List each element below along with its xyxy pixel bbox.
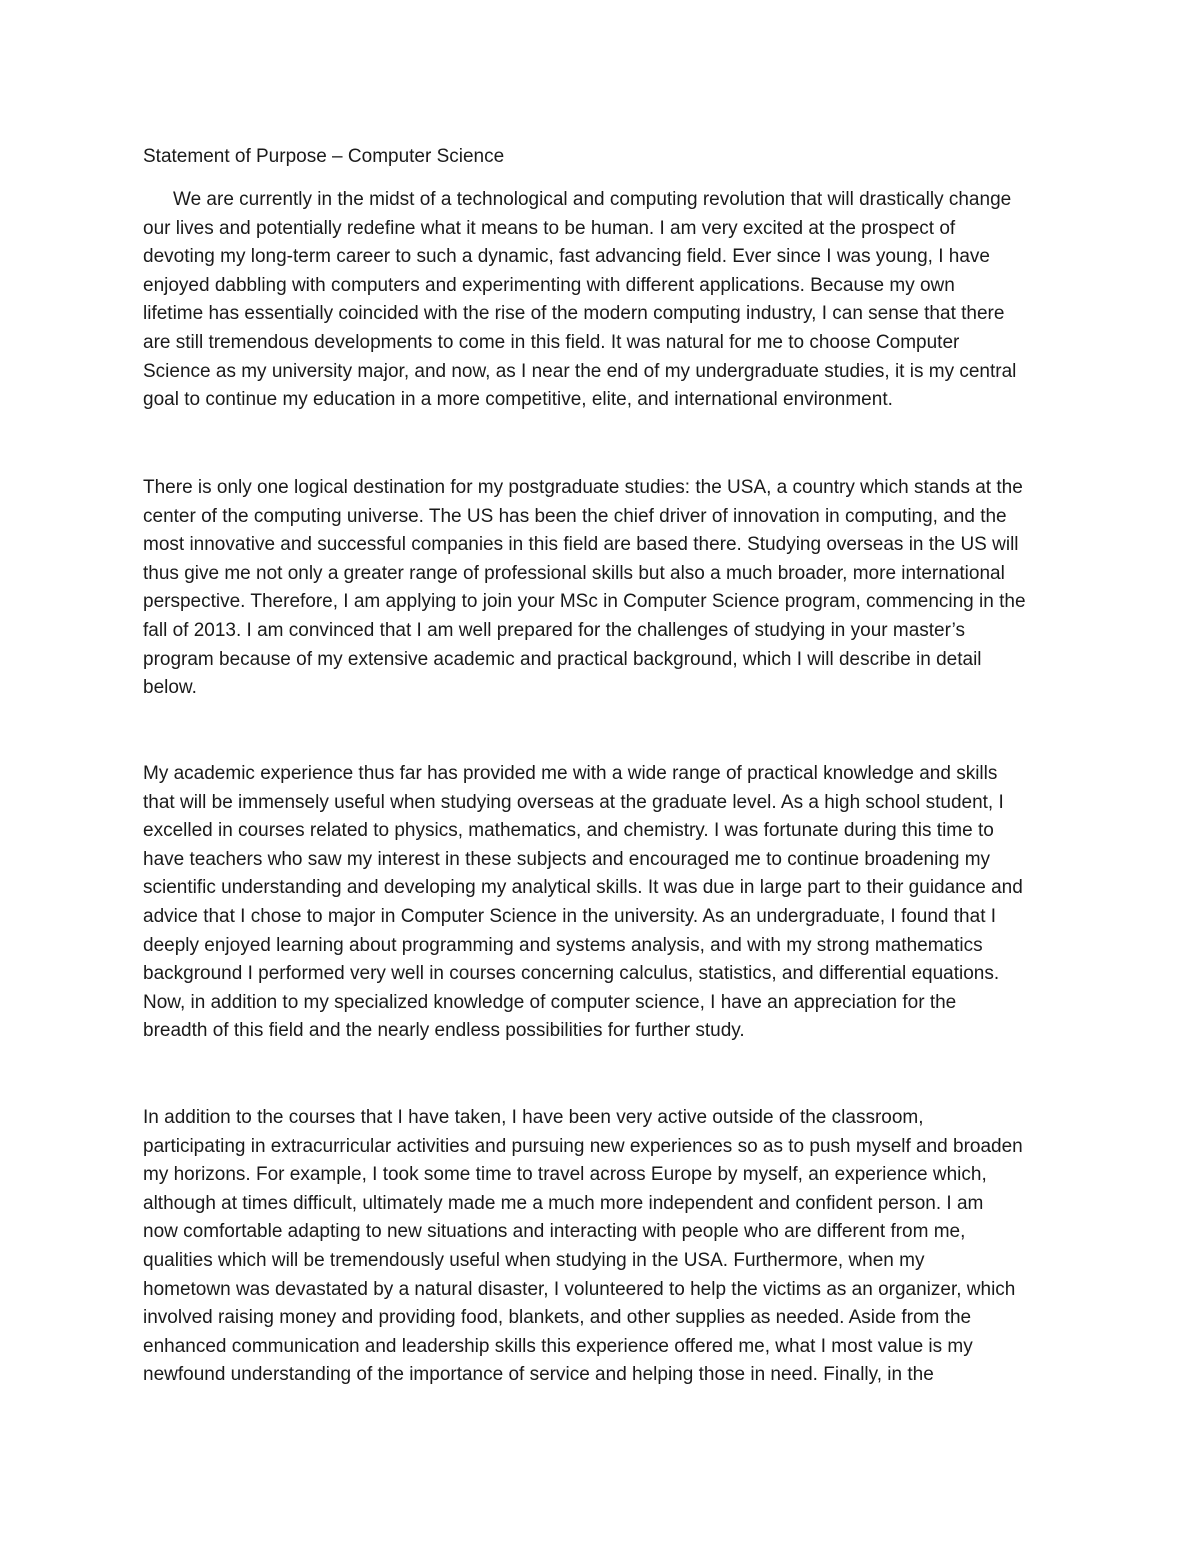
- paragraph-line: breadth of this field and the nearly endless possibilities for further study.: [143, 1020, 745, 1042]
- paragraph-line: There is only one logical destination for my postgraduate studies: the USA, a country which stands at the: [143, 477, 1023, 498]
- paragraph-line: that will be immensely useful when studying overseas at the graduate level. As a high school student, I: [143, 791, 1004, 813]
- paragraph-line: My academic experience thus far has provided me with a wide range of practical knowledge and skills: [143, 763, 998, 784]
- paragraph-line: program because of my extensive academic and practical background, which I will describe in detail: [143, 648, 982, 670]
- paragraph-line: thus give me not only a greater range of professional skills but also a much broader, more international: [143, 562, 1005, 584]
- paragraph-line: my horizons. For example, I took some time to travel across Europe by myself, an experience which,: [143, 1164, 987, 1186]
- paragraph-line: below.: [143, 677, 197, 699]
- paragraph-line: have teachers who saw my interest in these subjects and encouraged me to continue broadening my: [143, 848, 991, 870]
- paragraph-line: devoting my long-term career to such a dynamic, fast advancing field. Ever since I was young, I have: [143, 246, 990, 268]
- paragraph-line: perspective. Therefore, I am applying to join your MSc in Computer Science program, commencing in the: [143, 591, 1026, 613]
- paragraph-line: excelled in courses related to physics, mathematics, and chemistry. I was fortunate during this time to: [143, 820, 994, 842]
- paragraph-1: [143, 186, 1063, 415]
- document-title: Statement of Purpose – Computer Science: [143, 146, 505, 167]
- paragraph-line: We are currently in the midst of a technological and computing revolution that will drastically change: [173, 189, 1012, 210]
- paragraph-line: center of the computing universe. The US has been the chief driver of innovation in computing, and the: [143, 505, 1007, 527]
- paragraph-line: qualities which will be tremendously useful when studying in the USA. Furthermore, when my: [143, 1249, 925, 1271]
- paragraph-line: background I performed very well in courses concerning calculus, statistics, and differential equations.: [143, 963, 1000, 985]
- paragraph-2: [143, 474, 1063, 703]
- paragraph-line: deeply enjoyed learning about programming and systems analysis, and with my strong mathematics: [143, 934, 983, 956]
- paragraph-line: although at times difficult, ultimately made me a much more independent and confident person. I am: [143, 1192, 984, 1214]
- paragraph-line: are still tremendous developments to come in this field. It was natural for me to choose Computer: [143, 331, 960, 353]
- paragraph-line: newfound understanding of the importance of service and helping those in need. Finally, in the: [143, 1364, 934, 1386]
- paragraph-line: Science as my university major, and now, as I near the end of my undergraduate studies, it is my central: [143, 360, 1017, 382]
- paragraph-line: lifetime has essentially coincided with the rise of the modern computing industry, I can sense that there: [143, 303, 1005, 325]
- paragraph-line: Now, in addition to my specialized knowledge of computer science, I have an appreciation for the: [143, 991, 957, 1013]
- paragraph-line: In addition to the courses that I have taken, I have been very active outside of the classroom,: [143, 1107, 924, 1128]
- paragraph-line: scientific understanding and developing my analytical skills. It was due in large part to their guidance and: [143, 877, 1023, 899]
- paragraph-line: now comfortable adapting to new situations and interacting with people who are different from me,: [143, 1221, 966, 1243]
- paragraph-line: advice that I chose to major in Computer Science in the university. As an undergraduate, I found that I: [143, 905, 997, 927]
- paragraph-line: our lives and potentially redefine what it means to be human. I am very excited at the prospect of: [143, 217, 956, 239]
- paragraph-line: most innovative and successful companies in this field are based there. Studying overseas in the US will: [143, 534, 1019, 556]
- paragraph-line: hometown was devastated by a natural disaster, I volunteered to help the victims as an organizer, which: [143, 1278, 1016, 1300]
- paragraph-line: fall of 2013. I am convinced that I am well prepared for the challenges of studying in your master’s: [143, 619, 966, 641]
- paragraph-line: goal to continue my education in a more competitive, elite, and international environment.: [143, 389, 893, 411]
- paragraph-line: enhanced communication and leadership skills this experience offered me, what I most value is my: [143, 1335, 973, 1357]
- paragraph-line: involved raising money and providing food, blankets, and other supplies as needed. Aside from the: [143, 1307, 972, 1329]
- paragraph-line: participating in extracurricular activities and pursuing new experiences so as to push myself and broaden: [143, 1135, 1023, 1157]
- paragraph-4: [143, 1104, 1063, 1390]
- paragraph-line: enjoyed dabbling with computers and experimenting with different applications. Because my own: [143, 274, 955, 296]
- paragraph-3: [143, 760, 1063, 1046]
